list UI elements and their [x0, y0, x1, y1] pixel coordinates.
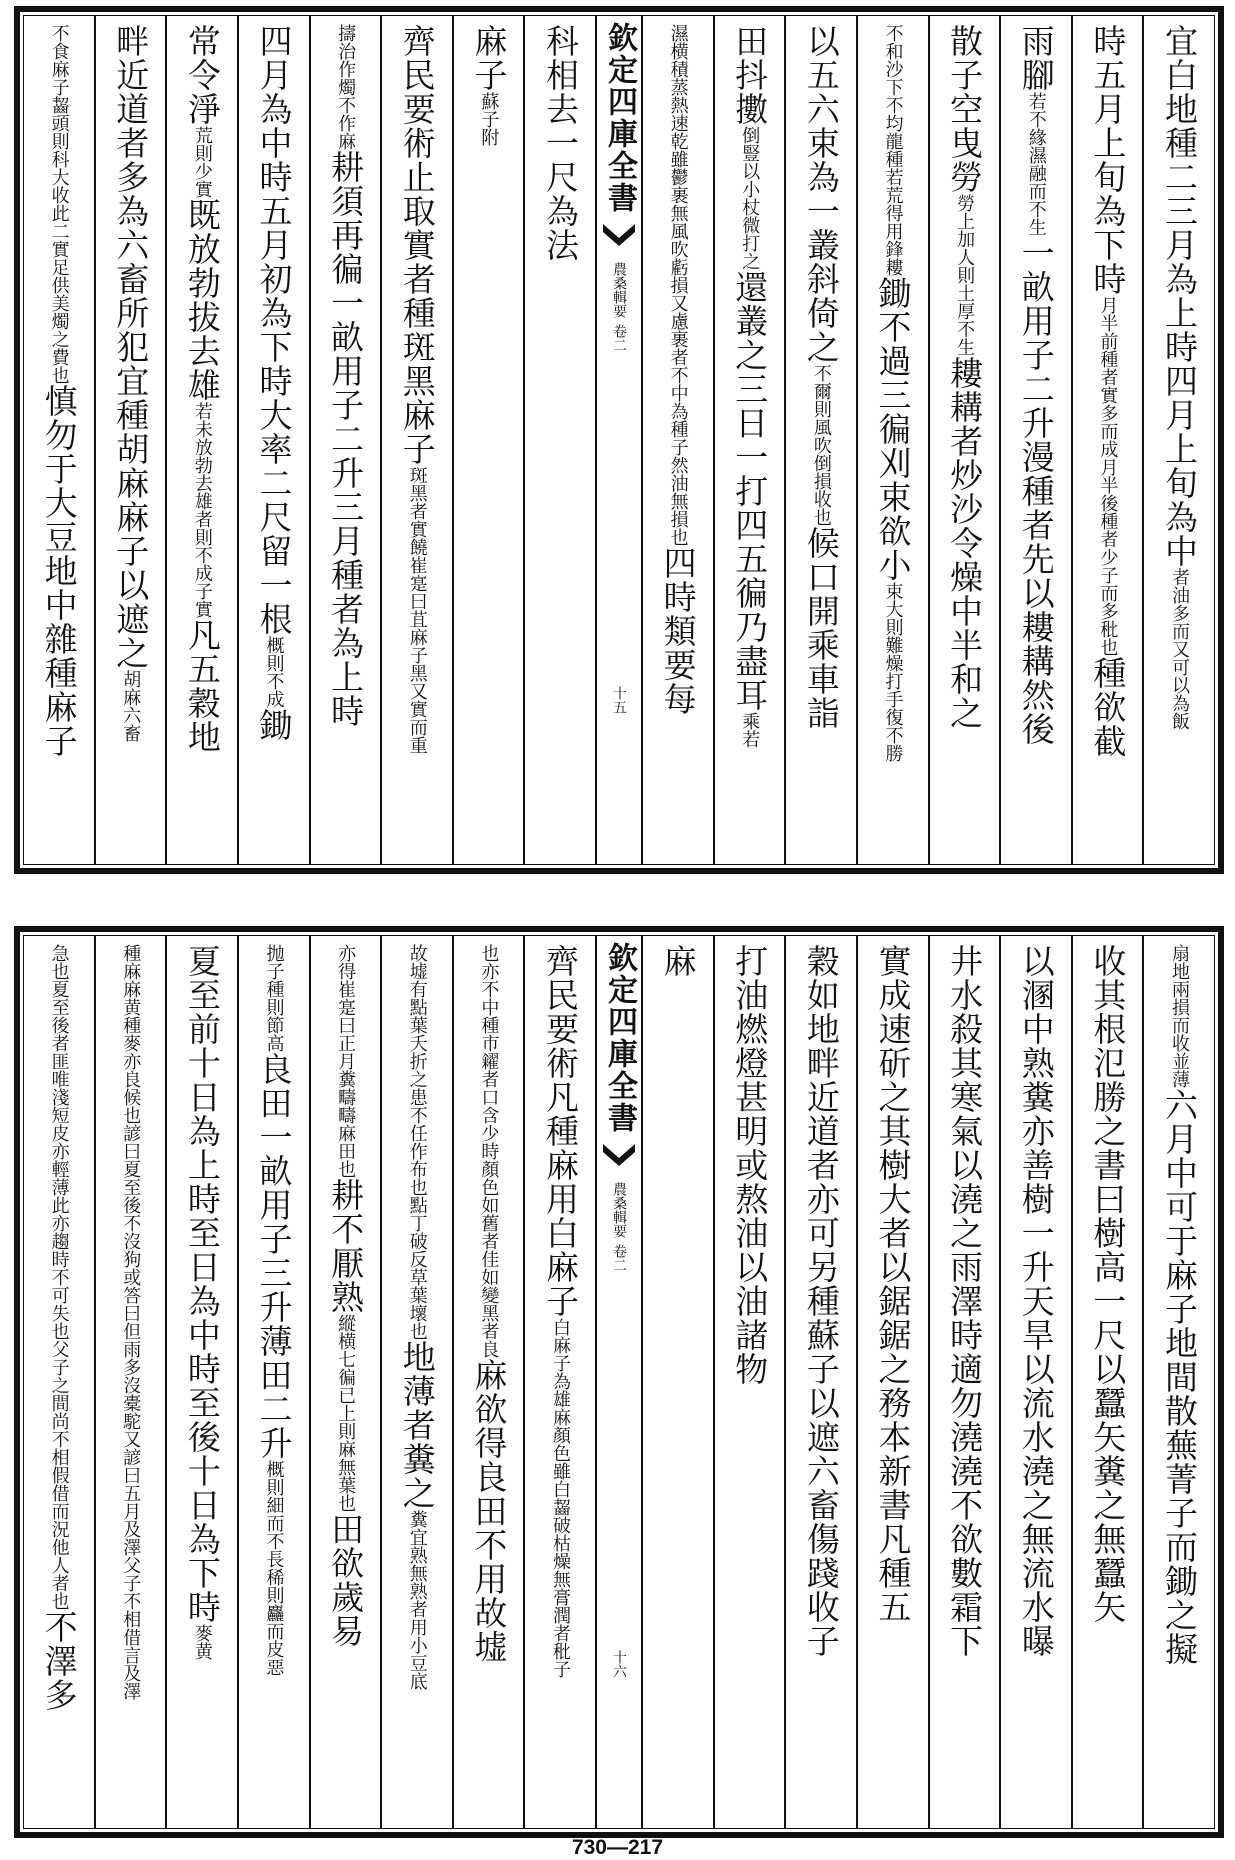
main-text: 氾勝之書曰樹高一尺以蠶矢糞之無蠶矢: [1088, 1046, 1128, 1624]
column-text: [542, 16, 578, 864]
text-column: [784, 16, 856, 864]
text-column: [94, 936, 166, 1828]
annotation-note: 胡麻六畜: [120, 670, 142, 742]
fish-tail-mark-icon: [603, 1140, 635, 1170]
main-text: 收其根: [1088, 944, 1128, 1046]
column-text: [1090, 16, 1126, 864]
text-column: [523, 16, 595, 864]
main-text: 務本新書凡種五: [873, 1386, 913, 1624]
annotation-note: 濕横積蒸熱速乾雖鬱裹無風吹虧損又慮裹者不中為種子然油無損也: [667, 24, 689, 546]
text-column: [1071, 936, 1143, 1828]
folio-number: 十五: [611, 686, 627, 714]
annotation-note: 麥黄: [191, 1624, 213, 1660]
main-text: 良田一畝用子三升薄田二升: [254, 1052, 294, 1460]
annotation-note: 概則不成: [263, 636, 285, 708]
main-text: 穀如地畔近道者亦可另種蘇子以遮六畜傷踐收子: [801, 944, 841, 1658]
main-text: 鋤不過三徧刈束欲小: [873, 276, 913, 582]
main-text: 慎勿于大豆地中雜種麻子: [39, 384, 79, 758]
main-text: 地薄者糞之: [397, 1340, 437, 1510]
text-column: [24, 16, 94, 864]
text-column: [999, 936, 1071, 1828]
column-text: [947, 936, 983, 1828]
column-text: [328, 936, 364, 1828]
column-text: [256, 16, 292, 864]
annotation-note: 扇地兩損而收並薄: [1169, 944, 1190, 1088]
annotation-note: 倒豎以小杖微打之: [739, 126, 761, 270]
book-subtitle: 農桑輯要: [611, 1182, 627, 1238]
column-text: [471, 16, 507, 864]
text-column: [452, 936, 524, 1828]
text-column: [1142, 16, 1214, 864]
annotation-note: 不和沙下不均龍種若荒得用鋒耬: [882, 24, 904, 276]
column-text: [113, 936, 149, 1828]
main-text: 四月為中時五月初為下時大率二尺留一根: [254, 24, 294, 636]
column-text: [660, 16, 696, 864]
column-text: [875, 936, 911, 1828]
main-text: 田欲歲易: [326, 1512, 366, 1648]
center-spine: [595, 16, 641, 864]
annotation-note: 勞上加人則土厚不生: [954, 194, 976, 356]
column-text: [1161, 16, 1197, 864]
text-column: [165, 936, 237, 1828]
main-text: 鋤: [254, 708, 294, 742]
text-column: [237, 936, 309, 1828]
book-subtitle: 農桑輯要: [611, 262, 627, 318]
annotation-note: 縱横七徧已上則麻無葉也: [335, 1314, 357, 1512]
main-text: 麻: [658, 944, 698, 978]
column-text: [1018, 16, 1054, 864]
annotation-note: 斑黑者實饒崔寔曰苴麻子黑又實而重: [406, 466, 428, 754]
bottom-page-frame: [14, 926, 1224, 1838]
text-column: [713, 936, 785, 1828]
column-text: [41, 16, 77, 864]
annotation-note: 亦得崔寔曰正月糞疇疇麻田也: [335, 944, 357, 1178]
text-column: [165, 16, 237, 864]
main-text: 麻欲得良田不用故墟: [469, 1358, 509, 1664]
main-text: 六月中可于麻子地間散蕪菁子而鋤之擬: [1160, 1088, 1199, 1666]
main-text: 不澤多: [39, 1610, 79, 1712]
main-text: 齊民要術止取實者種斑黑麻子: [397, 24, 437, 466]
text-column: [452, 16, 524, 864]
annotation-note: 荒則少實: [191, 126, 213, 198]
column-text: [256, 936, 292, 1828]
text-column: [713, 16, 785, 864]
annotation-note: 者油多而又可以為飯: [1169, 568, 1190, 730]
annotation-note: 若未放勃去雄者則不成子實: [191, 402, 213, 618]
annotation-note: 抛子種則節高: [263, 944, 285, 1052]
text-column: [1142, 936, 1214, 1828]
column-text: [875, 16, 911, 864]
column-text: [1090, 936, 1126, 1828]
column-text: [732, 936, 768, 1828]
main-text: 田抖擻: [730, 24, 770, 126]
text-column: [856, 16, 928, 864]
annotation-note: 故墟有點葉夭折之患不任作布也點丁破反草葉壞也: [406, 944, 428, 1340]
main-text: 夏至前十日為上時至日為中時至後十日為下時: [182, 944, 222, 1624]
annotation-note: 擣治作燭不作麻: [335, 24, 357, 150]
main-text: 耕須再徧一畝用子二升三月種者為上時: [326, 150, 366, 728]
annotation-note: 若不緣濕融而不生: [1025, 92, 1047, 236]
text-column: [309, 936, 381, 1828]
annotation-note: 白麻子為雄麻顏色雖白齧破枯燥無膏潤者秕子: [550, 1318, 571, 1678]
main-text: 候口開乘車詣: [801, 526, 841, 730]
main-text: 以溷中熟糞亦善樹一升天旱以流水澆之無流水曝: [1016, 944, 1056, 1658]
annotation-note: 也亦不中種市糴者口含少時顏色如舊者佳如變黑者良: [478, 944, 500, 1358]
main-text: 宜白地種二三月為上時四月上旬為中: [1160, 24, 1199, 568]
main-text: 齊民要術凡種麻用白麻子: [541, 944, 580, 1318]
text-column: [380, 936, 452, 1828]
text-column: [641, 936, 713, 1828]
text-column: [309, 16, 381, 864]
main-text: 還叢之三日一打四五徧乃盡耳: [730, 270, 770, 712]
annotation-note: 乘若: [739, 712, 761, 748]
text-column: [24, 936, 94, 1828]
annotation-note: 月半前種者實多而成月半後種者少子而多秕也: [1097, 296, 1119, 656]
main-text: 凡五穀地: [182, 618, 222, 754]
annotation-note: 束大則難燥打手復不勝: [882, 582, 904, 762]
text-column: [784, 936, 856, 1828]
main-text: 耬耩者炒沙令燥中半和之: [945, 356, 985, 730]
column-text: [660, 936, 696, 1828]
text-column: [237, 16, 309, 864]
main-text: 一畝用子二升漫種者先以耬耩然後: [1016, 236, 1056, 746]
main-text: 井水殺其寒氣以澆之雨澤時適勿澆澆不欲數霜下: [945, 944, 985, 1658]
annotation-note: 急也夏至後者匪唯淺短皮亦輕薄此亦趨時不可失也父子之間尚不相假借而況他人者也: [48, 944, 70, 1610]
main-text: 雨腳: [1016, 24, 1056, 92]
column-text: [184, 936, 220, 1828]
text-column: [1071, 16, 1143, 864]
annotation-note: 概則細而不長稀則麤而皮惡: [263, 1460, 285, 1676]
main-text: 麻子: [469, 24, 509, 92]
main-text: 打油燃燈甚明或熬油以油諸物: [730, 944, 770, 1386]
fish-tail-mark-icon: [603, 220, 635, 250]
text-column: [856, 936, 928, 1828]
main-text: 耕不厭熟: [326, 1178, 366, 1314]
main-text: 畔近道者多為六畜所犯宜種胡麻麻子以遮之: [111, 24, 151, 670]
column-text: [542, 936, 578, 1828]
top-page-frame: [14, 6, 1224, 874]
main-text: 種欲截: [1088, 656, 1128, 758]
main-text: 既放勃拔去雄: [182, 198, 222, 402]
column-text: [184, 16, 220, 864]
top-columns: [24, 16, 1214, 864]
annotation-note: 蘇子附: [478, 92, 500, 146]
text-column: [523, 936, 595, 1828]
column-text: [399, 936, 435, 1828]
book-title: 欽定四庫全書: [602, 22, 637, 214]
column-text: [41, 936, 77, 1828]
column-text: [803, 16, 839, 864]
folio-number: 十六: [611, 1650, 627, 1678]
main-text: 科相去一尺為法: [541, 24, 580, 262]
text-column: [380, 16, 452, 864]
center-spine: [595, 936, 641, 1828]
column-text: [328, 16, 364, 864]
text-column: [928, 936, 1000, 1828]
column-text: [1161, 936, 1197, 1828]
text-column: [928, 16, 1000, 864]
volume-label: 卷二: [611, 1244, 627, 1272]
page-number-footer: 730—217: [571, 1836, 664, 1859]
column-text: [947, 16, 983, 864]
column-text: [113, 16, 149, 864]
main-text: 常令淨: [182, 24, 222, 126]
column-text: [1018, 936, 1054, 1828]
annotation-note: 不食麻子齧頭則科大收此二實足供美燭之費也: [48, 24, 70, 384]
text-column: [641, 16, 713, 864]
book-title: 欽定四庫全書: [602, 942, 637, 1134]
main-text: 時五月上旬為下時: [1088, 24, 1128, 296]
volume-label: 卷二: [611, 324, 627, 352]
column-text: [803, 936, 839, 1828]
column-text: [399, 16, 435, 864]
text-column: [999, 16, 1071, 864]
main-text: 實成速斫之其樹大者以鋸鋸之: [873, 944, 913, 1386]
main-text: 散子空曳勞: [945, 24, 985, 194]
main-text: 四時類要每: [658, 546, 698, 716]
annotation-note: 種麻麻黄種麥亦良候也諺曰夏至後不沒狗或答曰但雨多沒橐駝又諺曰五月及澤父子不相借言及澤: [120, 944, 142, 1700]
annotation-note: 不爾則風吹倒損收也: [810, 364, 832, 526]
annotation-note: 糞宜熟無熟者用小豆底: [406, 1510, 428, 1690]
text-column: [94, 16, 166, 864]
column-text: [471, 936, 507, 1828]
bottom-columns: [24, 936, 1214, 1828]
column-text: [732, 16, 768, 864]
main-text: 以五六束為一叢斜倚之: [801, 24, 841, 364]
